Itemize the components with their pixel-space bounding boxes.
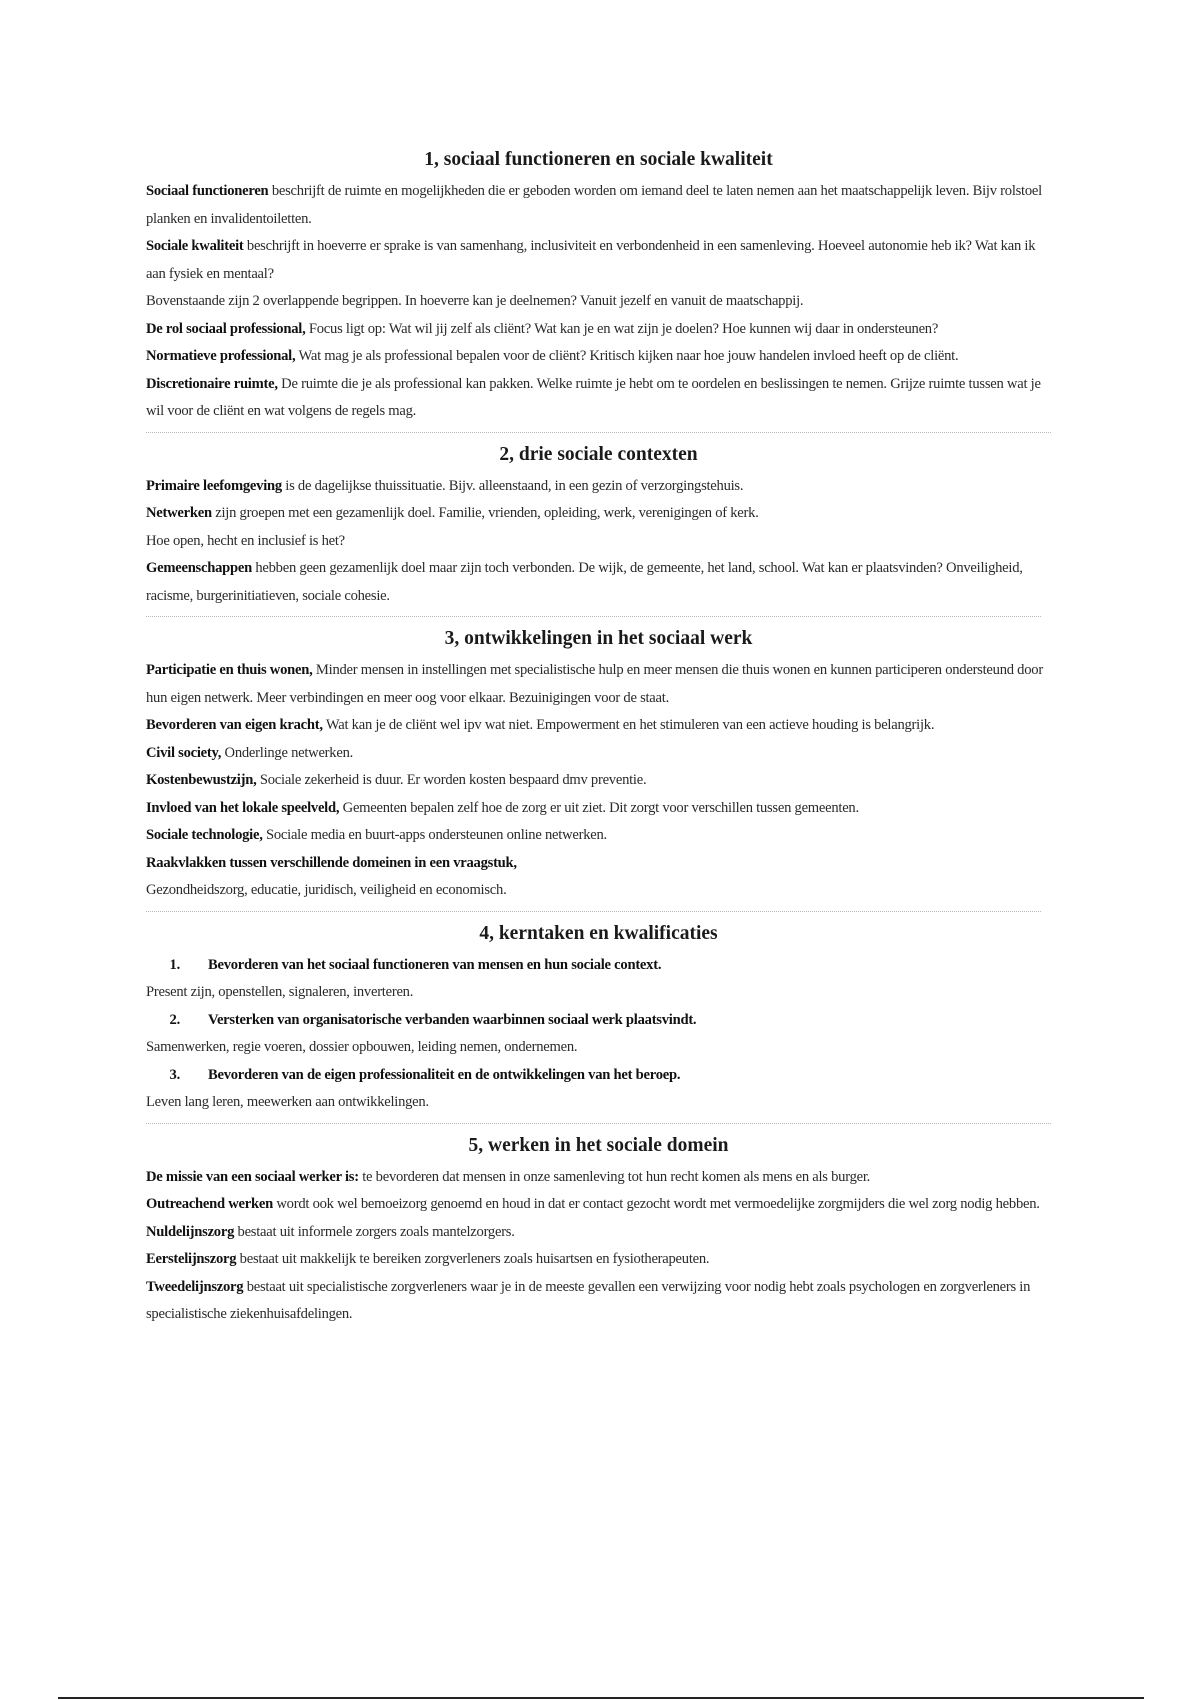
definition: bestaat uit informele zorgers zoals mantelzorgers. [234,1223,515,1240]
list-item-heading [146,1062,1051,1090]
section-4 [146,922,1051,1117]
paragraph [146,233,1051,288]
definition: Wat mag je als professional bepalen voor de cliënt? Kritisch kijken naar hoe jouw handelen invloed heeft op de cliënt. [295,348,959,364]
term: Primaire leefomgeving [146,477,282,494]
definition: beschrijft in hoeverre er sprake is van samenhang, inclusiviteit en verbondenheid in een samenleving. Hoeveel autonomie heb ik? Wat kan ik aan fysiek en mentaal? [146,238,1036,282]
section-title: 4, kerntaken en kwalificaties [479,922,718,944]
section-divider [146,911,1041,912]
section-2 [146,443,1051,611]
definition: Minder mensen in instellingen met specialistische hulp en meer mensen die thuis wonen en kunnen participeren ondersteund door hun eigen netwerk. Meer verbindingen en meer oog voor elkaar. Bezuinigingen voor de staat. [146,662,1043,706]
term: Gemeenschappen [146,560,252,576]
definition: beschrijft de ruimte en mogelijkheden die er geboden worden om iemand deel te laten nemen aan het maatschappelijk leven. Bijv rolstoel planken en invalidentoiletten. [146,183,1042,227]
paragraph [146,1191,1051,1219]
definition: Bovenstaande zijn 2 overlappende begrippen. In hoeverre kan je deelnemen? Vanuit jezelf en vanuit de maatschappij. [146,293,804,309]
definition: Onderlinge netwerken. [221,744,354,761]
definition: wordt ook wel bemoeizorg genoemd en houd in dat er contact gezocht wordt met vermoedelijke zorgmijders die wel zorg nodig hebben. [272,1196,1040,1212]
definition: Gezondheidszorg, educatie, juridisch, veiligheid en economisch. [146,882,507,898]
section-divider [146,616,1041,617]
definition: te bevorderen dat mensen in onze samenleving tot hun recht komen als mens en als burger. [358,1168,871,1185]
list-item-heading [146,952,1051,980]
paragraph [146,1274,1051,1329]
definition: Focus ligt op: Wat wil jij zelf als cliënt? Wat kan je en wat zijn je doelen? Hoe kunnen wij daar in ondersteunen? [305,320,939,337]
section-divider [146,1123,1051,1124]
term: Sociale kwaliteit [146,238,244,254]
list-item-heading [146,1007,1051,1035]
paragraph [146,1219,1051,1247]
paragraph [146,371,1051,426]
term: Bevorderen van eigen kracht, [146,717,323,733]
definition: zijn groepen met een gezamenlijk doel. Familie, vrienden, opleiding, werk, verenigingen of kerk. [211,505,759,521]
term: Nuldelijnszorg [146,1223,235,1240]
paragraph [146,850,1051,878]
definition: Gemeenten bepalen zelf hoe de zorg er uit ziet. Dit zorgt voor verschillen tussen gemeenten. [339,799,859,816]
paragraph [146,500,1051,528]
term: Discretionaire ruimte, [146,375,278,392]
term: Sociaal functioneren [146,183,269,199]
term: Eerstelijnszorg [146,1251,237,1267]
list-item-text: Samenwerken, regie voeren, dossier opbouwen, leiding nemen, ondernemen. [146,1039,578,1055]
definition: Wat kan je de cliënt wel ipv wat niet. Empowerment en het stimuleren van een actieve houding is belangrijk. [322,717,935,733]
section-5 [146,1134,1051,1329]
list-number: 1. [169,956,180,973]
definition: bestaat uit makkelijk te bereiken zorgverleners zoals huisartsen en fysiotherapeuten. [236,1251,710,1267]
definition: Hoe open, hecht en inclusief is het? [146,532,345,549]
paragraph [146,528,1051,556]
term: Normatieve professional, [146,348,296,364]
term: Netwerken [146,505,212,521]
paragraph [146,877,1051,905]
term: Sociale technologie, [146,827,263,843]
page-bottom-rule [58,1697,1144,1699]
definition: De ruimte die je als professional kan pakken. Welke ruimte je hebt om te oordelen en beslissingen te nemen. Grijze ruimte tussen wat je wil voor de cliënt en wat volgens de regels mag. [146,375,1041,419]
list-number: 2. [169,1011,180,1028]
list-heading: Bevorderen van het sociaal functioneren van mensen en hun sociale context. [208,956,662,973]
list-number: 3. [169,1066,180,1083]
list-item-text: Present zijn, openstellen, signaleren, inverteren. [146,984,414,1000]
section-title: 5, werken in het sociale domein [468,1134,729,1156]
paragraph [146,343,1051,371]
term: Tweedelijnszorg [146,1278,244,1295]
paragraph [146,1164,1051,1192]
definition: hebben geen gezamenlijk doel maar zijn toch verbonden. De wijk, de gemeente, het land, school. Wat kan er plaatsvinden? Onveiligheid, racisme, burgerinitiatieven, sociale cohesie. [146,560,1023,604]
numbered-list [146,952,1051,1117]
section-divider [146,432,1051,433]
definition: bestaat uit specialistische zorgverleners waar je in de meeste gevallen een verwijzing voor nodig hebt zoals psychologen en zorgverleners in specialistische ziekenhuisafdelingen. [146,1278,1031,1322]
paragraph [146,288,1051,316]
section-title: 1, sociaal functioneren en sociale kwaliteit [424,149,773,170]
paragraph [146,316,1051,344]
term: Civil society, [146,744,222,761]
term: Outreachend werken [146,1196,273,1212]
term: De rol sociaal professional, [146,320,306,337]
paragraph [146,555,1051,610]
section-title: 2, drie sociale contexten [499,443,698,465]
term: De missie van een sociaal werker is: [146,1168,359,1185]
paragraph [146,178,1051,233]
paragraph [146,657,1051,712]
term: Participatie en thuis wonen, [146,662,313,678]
section-title: 3, ontwikkelingen in het sociaal werk [444,628,753,649]
paragraph [146,712,1051,740]
term: Kostenbewustzijn, [146,772,257,788]
list-item-text: Leven lang leren, meewerken aan ontwikkelingen. [146,1094,429,1110]
paragraph [146,473,1051,501]
section-3 [146,627,1051,905]
paragraph [146,1246,1051,1274]
definition: is de dagelijkse thuissituatie. Bijv. alleenstaand, in een gezin of verzorgingstehuis. [281,477,744,494]
paragraph [146,767,1051,795]
term: Raakvlakken tussen verschillende domeinen in een vraagstuk, [146,854,517,871]
paragraph [146,740,1051,768]
paragraph [146,822,1051,850]
definition: Sociale media en buurt-apps ondersteunen online netwerken. [262,827,607,843]
document-page [146,148,1051,1329]
term: Invloed van het lokale speelveld, [146,799,340,816]
definition: Sociale zekerheid is duur. Er worden kosten bespaard dmv preventie. [256,772,647,788]
paragraph [146,795,1051,823]
list-heading: Bevorderen van de eigen professionaliteit en de ontwikkelingen van het beroep. [208,1066,681,1083]
section-1 [146,148,1051,426]
list-heading: Versterken van organisatorische verbanden waarbinnen sociaal werk plaatsvindt. [208,1011,697,1028]
